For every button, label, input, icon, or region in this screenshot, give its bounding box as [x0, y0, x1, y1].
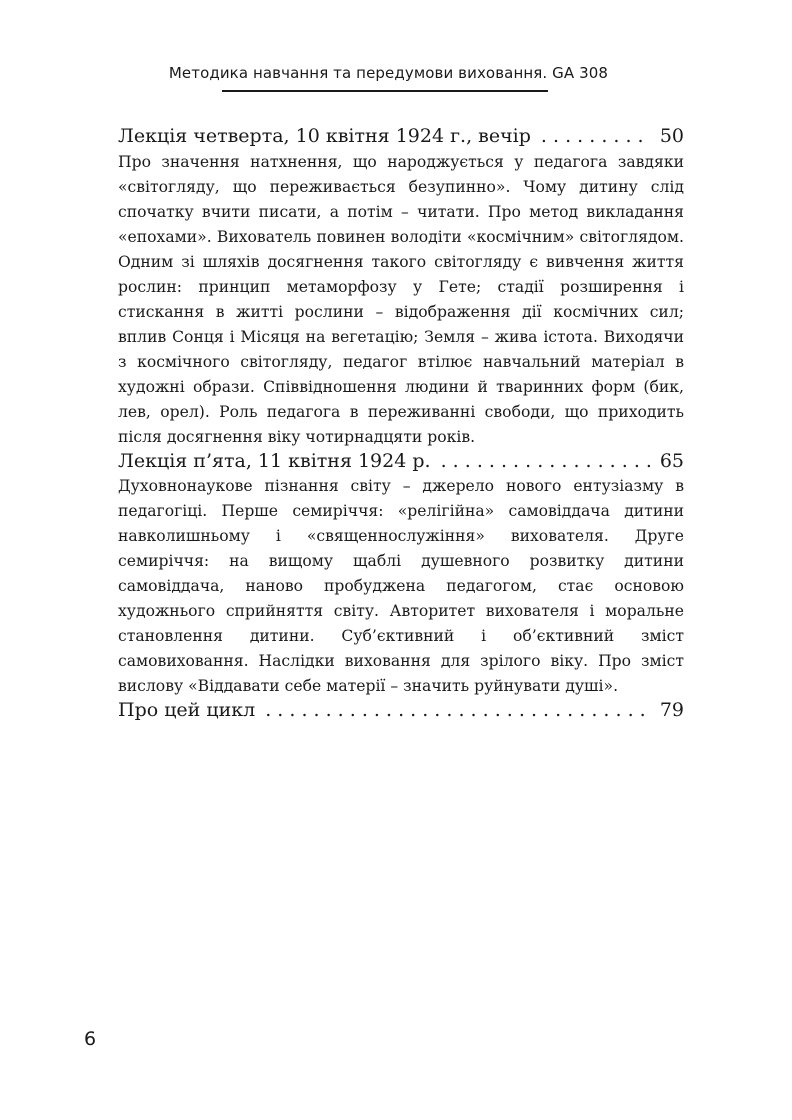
toc-page-number: 65	[659, 450, 684, 472]
toc-entry-lecture-4	[118, 124, 684, 148]
toc-entry-summary: Духовнонаукове пізнання світу – джерело нового ентузіазму в педагогіці. Перше семиріччя: «релігійна» самовіддача дитини навколишньому і «священнослужіння» вихователя. Друге семиріччя: на вищому щаблі душевного розвитку дитини самовіддача, наново пробуджена педагогом, стає основою художнього сприйняття світу. Авторитет вихователя і моральне становлення дитини. Суб’єктивний і об’єктивний зміст самовиховання. Наслідки виховання для зрілого віку. Про зміст вислову «Віддавати себе матерії – значить руйнувати душі».	[118, 477, 684, 695]
running-head: Методика навчання та передумови виховання. GA 308	[168, 64, 608, 82]
toc-entry-title: Лекція п’ята, 11 квітня 1924 р.	[118, 450, 431, 472]
running-head-rule	[222, 90, 548, 92]
toc-page-number: 79	[659, 699, 684, 721]
toc-entry-title: Про цей цикл	[118, 699, 256, 721]
page-number: 6	[84, 1028, 97, 1050]
dot-leader	[265, 698, 650, 722]
toc-page-number: 50	[659, 125, 684, 147]
toc-entry-lecture-5	[118, 449, 684, 473]
dot-leader	[441, 449, 650, 473]
toc-entry-title: Лекція четверта, 10 квітня 1924 г., вечір	[118, 125, 531, 147]
toc-entry-about-cycle	[118, 698, 684, 722]
dot-leader	[541, 124, 650, 148]
toc-entry-summary: Про значення натхнення, що народжується у педагога завдяки «світогляду, що переживається безупинно». Чому дитину слід спочатку вчити писати, а потім – читати. Про метод викладання «епохами». Вихователь повинен володіти «космічним» світоглядом. Одним зі шляхів досягнення такого світогляду є вивчення життя рослин: принцип метаморфозу у Гете; стадії розширення і стискання в житті рослини – відображення дії космічних сил; вплив Сонця і Місяця на вегетацію; Земля – жива істота. Виходячи з космічного світогляду, педагог втілює навчальний матеріал в художні образи. Співвідношення людини й тваринних форм (бик, лев, орел). Роль педагога в переживанні свободи, що приходить після досягнення віку чотирнадцяти років.	[118, 153, 684, 446]
